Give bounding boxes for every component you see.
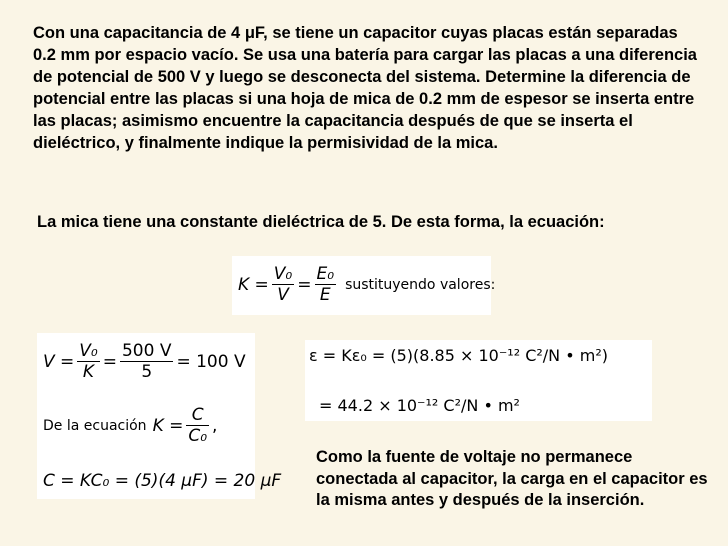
eq-v-lhs: V = <box>43 351 75 372</box>
eq-k-frac2 <box>315 264 337 305</box>
equation-v <box>43 341 246 382</box>
eq-from-num: C <box>191 405 204 425</box>
mica-statement: La mica tiene una constante dieléctrica de 5. De esta forma, la ecuación: <box>37 213 605 231</box>
eq-k-tail: sustituyendo valores: <box>345 276 496 293</box>
eq-k-frac1-den: V <box>277 285 289 305</box>
equation-from <box>43 405 217 446</box>
eq-v-frac1-den: K <box>82 362 95 382</box>
eq-from-lhs: K = <box>152 415 184 436</box>
eq-v-result: = 100 V <box>176 351 246 372</box>
equation-epsilon-box <box>305 340 652 421</box>
eq-v-frac2 <box>120 341 173 382</box>
equation-epsilon-2 <box>319 396 520 415</box>
eq-k-frac2-num: E₀ <box>316 264 335 284</box>
eq-from-tail: , <box>212 415 218 436</box>
eq-v-frac2-den: 5 <box>141 362 153 382</box>
problem-statement: Con una capacitancia de 4 μF, se tiene un capacitor cuyas placas están separadas 0.2 mm por espacio vacío. Se usa una batería para cargar las placas a una diferencia de potencial de 500 V y luego se desconecta del sistema. Determine la diferencia de potencial entre las placas si una hoja de mica de 0.2 mm de espesor se inserta entre las placas; asimismo encuentre la capacitancia después de que se inserta el dieléctrico, y finalmente indique la permisividad de la mica. <box>33 24 697 152</box>
eq-v-frac1 <box>77 341 99 382</box>
eq-k-frac1 <box>272 264 294 305</box>
eq-from-label: De la ecuación <box>43 417 147 434</box>
equation-c <box>43 471 281 491</box>
eq-eps-1-text: ε = Kε₀ = (5)(8.85 × 10⁻¹² C²/N • m²) <box>309 346 608 365</box>
eq-k-frac2-den: E <box>319 285 331 305</box>
note-paragraph: Como la fuente de voltaje no permanece conectada al capacitor, la carga en el capacitor es la misma antes y después de la inserción. <box>316 448 708 509</box>
equation-left-box <box>37 333 282 499</box>
eq-k-lhs: K = <box>238 274 269 295</box>
equation-k-box <box>232 256 496 315</box>
eq-k-frac1-num: V₀ <box>273 264 293 284</box>
eq-eps-2-text: = 44.2 × 10⁻¹² C²/N • m² <box>319 396 520 415</box>
eq-v-frac2-num: 500 V <box>121 341 172 361</box>
equation-epsilon-1 <box>309 346 608 365</box>
equation-k <box>238 264 495 305</box>
eq-from-den: C₀ <box>188 426 208 446</box>
eq-v-frac1-num: V₀ <box>79 341 98 361</box>
eq-c-text: C = KC₀ = (5)(4 μF) = 20 μF <box>43 471 282 491</box>
eq-k-equals: = <box>297 274 312 295</box>
eq-v-equals: = <box>102 351 117 372</box>
eq-from-frac <box>186 405 209 446</box>
